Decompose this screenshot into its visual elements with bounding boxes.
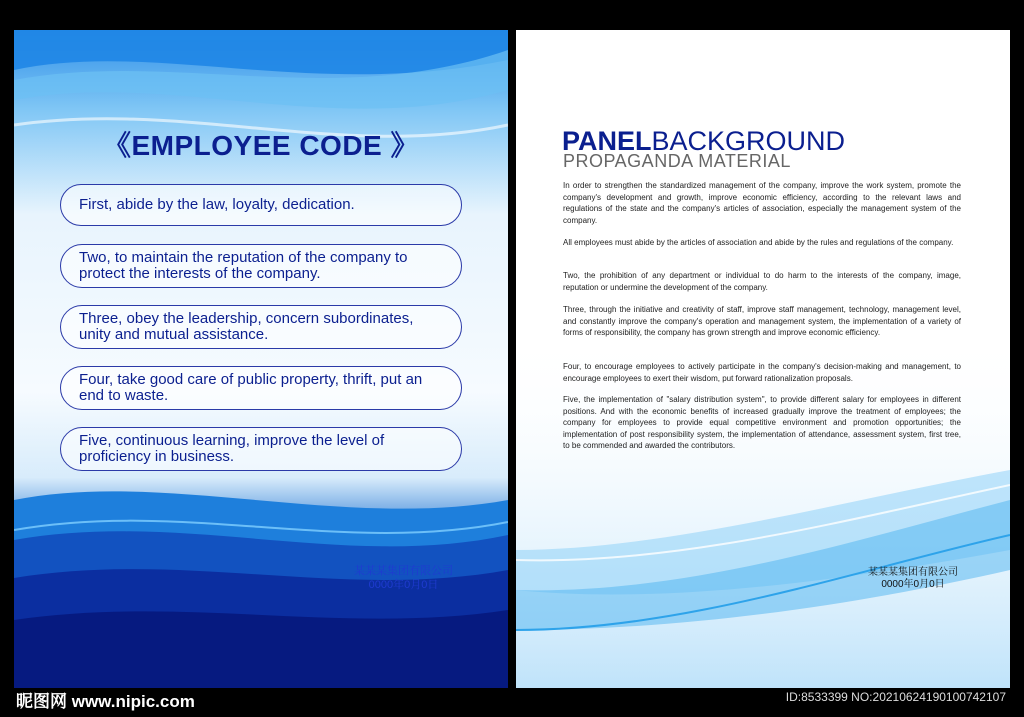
right-footer — [868, 567, 958, 591]
code-item-2 — [60, 244, 462, 288]
date-text: 0000年0月0日 — [368, 579, 439, 591]
code-item-text: First, abide by the law, loyalty, dedication. — [79, 196, 355, 213]
watermark-logo: 昵图网 www.nipic.com — [16, 692, 195, 711]
propaganda-subtitle: PROPAGANDA MATERIAL — [563, 151, 791, 171]
watermark-id: ID:8533399 NO:20210624190100742107 — [785, 690, 1006, 704]
title-bold: PANEL — [562, 126, 652, 156]
paragraph: All employees must abide by the articles of association and abide by the rules and regulations of the company. — [563, 238, 954, 247]
code-item-4 — [60, 366, 462, 410]
left-footer — [354, 564, 453, 592]
date-text: 0000年0月0日 — [881, 579, 945, 590]
code-item-text: Three, obey the leadership, concern subordinates, unity and mutual assistance. — [79, 310, 414, 343]
right-panel — [516, 30, 1010, 688]
paragraph: Three, through the initiative and creativity of staff, improve staff management, technology, management level, and constantly improve the company's operation and management system, the implementation of a variety of forms of responsibility, the company has grown strength and improve economic efficiency. — [563, 305, 961, 337]
code-item-3 — [60, 305, 462, 349]
company-name: 某某某集团有限公司 — [354, 565, 453, 577]
paragraph: In order to strengthen the standardized management of the company, improve the work system, promote the company's development and growth, improve economic efficiency, according to the relevant laws and regulations of the state and the company's articles of association, especially the management system of the company. — [563, 181, 961, 225]
code-item-5 — [60, 427, 462, 471]
company-name: 某某某集团有限公司 — [868, 567, 958, 578]
code-item-1 — [60, 184, 462, 226]
code-item-text: Four, take good care of public property, thrift, put an end to waste. — [79, 371, 423, 404]
code-item-text: Five, continuous learning, improve the level of proficiency in business. — [79, 432, 385, 465]
paragraph: Four, to encourage employees to actively participate in the company's decision-making and management, to encourage employees to exert their wisdom, put forward rationalization proposals. — [563, 362, 961, 383]
title-rest: BACKGROUND — [651, 126, 846, 156]
left-panel — [14, 30, 508, 688]
employee-code-title: 《EMPLOYEE CODE 》 — [102, 130, 420, 161]
paragraph: Five, the implementation of "salary distribution system", to provide different salary for employees in different positions. And with the economic benefits of increased gradually improve the treatment of employees; the company for employees to provide equal competitive environment and promotion opportunities; the implementation of post responsibility system, the implementation of attendance, assessment system, first tree, to be commended and awarded the contributors. — [563, 395, 961, 450]
code-item-text: Two, to maintain the reputation of the company to protect the interests of the company. — [79, 249, 408, 282]
paragraph: Two, the prohibition of any department or individual to do harm to the interests of the company, image, reputation or undermine the development of the company. — [563, 271, 961, 292]
